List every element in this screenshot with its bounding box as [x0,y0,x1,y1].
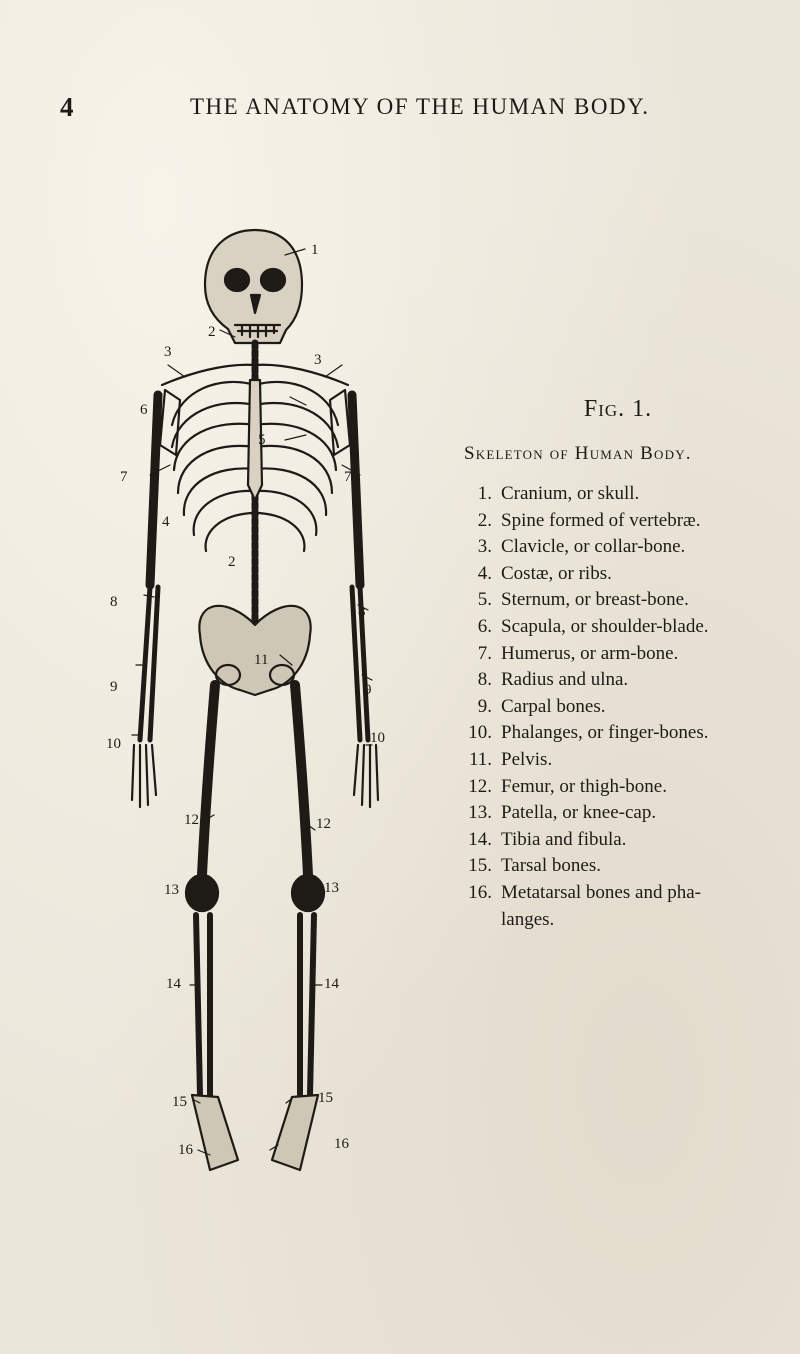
callout-10: 10 [370,730,385,746]
right-eye-socket [261,269,285,291]
callout-8: 8 [110,594,118,610]
callout-11: 11 [254,652,269,668]
running-head [60,92,760,124]
legend-text: Pelvis. [501,748,553,770]
legend-text: Cranium, or skull. [501,483,640,504]
legend-number: 15. [468,855,492,877]
legend-item [458,853,778,880]
legend-number: 9. [477,695,492,717]
legend-text: Femur, or thigh-bone. [501,775,667,797]
right-tibia-fibula [300,915,314,1095]
legend-number: 14. [468,828,492,850]
figure-label: Fig. 1. [583,396,653,422]
legend-item [458,774,778,801]
callout-7: 7 [120,469,128,485]
callout-4: 4 [162,514,170,530]
callout-3: 3 [164,344,172,360]
left-forearm [140,587,158,740]
legend-text: Tarsal bones. [501,855,601,877]
callout-2: 2 [208,324,216,340]
legend-item [458,667,778,694]
left-femur [202,685,215,875]
callout-14: 14 [324,976,339,992]
figure-caption [458,396,778,933]
book-title: THE ANATOMY OF THE HUMAN BODY. [190,94,650,119]
right-femur [295,685,308,875]
bone-legend [458,481,778,933]
legend-number: 7. [477,642,492,664]
legend-number: 10. [468,722,492,744]
left-patella [186,875,218,911]
callout-9: 9 [364,682,372,698]
left-eye-socket [225,269,249,291]
callout-12: 12 [316,816,331,832]
legend-item [458,747,778,774]
legend-item [458,800,778,827]
skeleton-engraving [110,225,400,1185]
callout-3: 3 [314,352,322,368]
left-tibia-fibula [196,915,210,1095]
callout-7: 7 [344,469,352,485]
legend-number: 1. [477,483,492,504]
legend-item [458,587,778,614]
left-foot [192,1095,238,1170]
callout-13: 13 [164,882,179,898]
callout-9: 9 [110,679,118,695]
legend-number: 6. [477,615,492,637]
legend-text: Humerus, or arm-bone. [501,642,679,664]
legend-item [458,508,778,535]
legend-item [458,880,778,933]
callout-1: 1 [311,242,319,258]
callout-2: 2 [228,554,236,570]
figure-title: Skeleton of Human Body. [464,443,692,464]
callout-6: 6 [140,402,148,418]
left-scapula [160,390,180,455]
legend-text: Patella, or knee-cap. [501,802,657,824]
callout-15: 15 [318,1090,333,1106]
legend-item [458,481,778,508]
legend-item [458,827,778,854]
callout-6: 6 [350,410,358,426]
legend-item [458,534,778,561]
legend-number: 8. [477,669,492,691]
legend-text: Scapula, or shoulder-blade. [501,615,709,637]
legend-number: 11. [468,748,492,770]
right-foot [272,1095,318,1170]
left-hand [132,745,156,807]
legend-text: Metatarsal bones and pha- langes. [501,881,701,930]
callout-12: 12 [184,812,199,828]
legend-text: Radius and ulna. [501,669,629,691]
right-patella [292,875,324,911]
legend-item [458,614,778,641]
legend-number: 16. [468,881,492,903]
left-humerus [150,395,158,585]
legend-number: 3. [477,536,492,558]
callout-16: 16 [334,1136,349,1152]
legend-number: 12. [468,775,492,797]
legend-number: 4. [477,562,492,584]
callout-15: 15 [172,1094,187,1110]
legend-item [458,561,778,588]
skeleton-illustration [106,225,400,1185]
callout-8: 8 [358,604,366,620]
right-scapula [330,390,350,455]
legend-text: Clavicle, or collar-bone. [501,536,686,558]
legend-item [458,641,778,668]
callout-13: 13 [324,880,339,896]
callout-10: 10 [106,736,121,752]
legend-number: 2. [477,509,492,531]
legend-text: Phalanges, or finger-bones. [501,722,709,744]
legend-text: Costæ, or ribs. [501,562,612,584]
legend-text: Tibia and fibula. [501,828,627,850]
legend-text: Carpal bones. [501,695,606,717]
legend-number: 5. [477,589,492,611]
legend-text: Spine formed of vertebræ. [501,509,701,531]
callout-16: 16 [178,1142,193,1158]
legend-text: Sternum, or breast-bone. [501,589,689,611]
page-number: 4 [60,92,74,122]
right-hand [354,745,378,807]
callout-14: 14 [166,976,181,992]
callout-5: 5 [258,432,266,448]
legend-item [458,694,778,721]
legend-item [458,720,778,747]
legend-number: 13. [468,802,492,824]
